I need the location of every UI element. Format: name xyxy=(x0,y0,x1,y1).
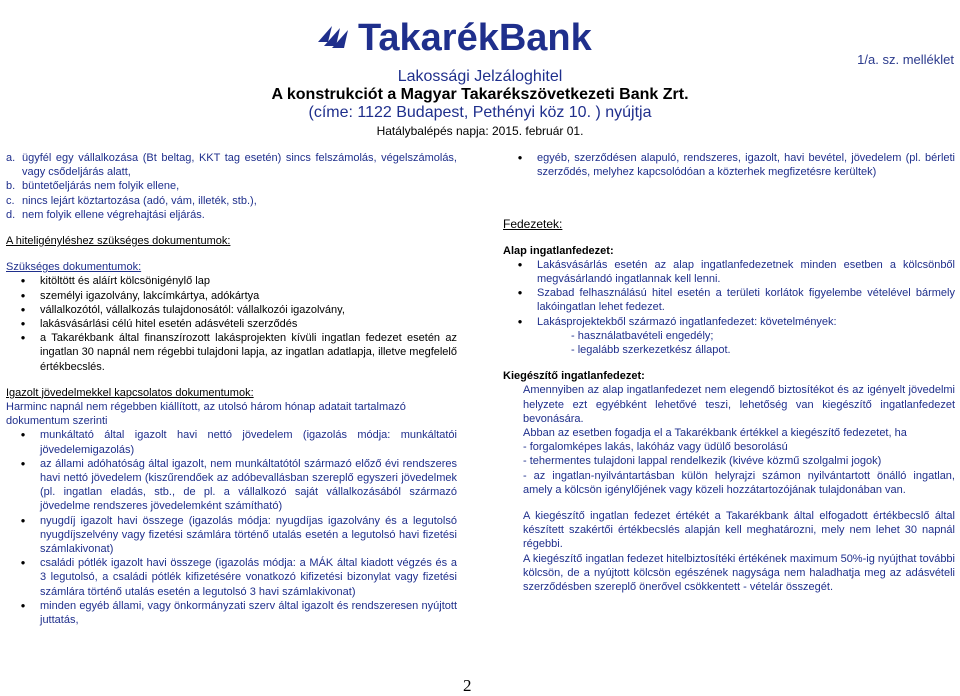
income-docs-list xyxy=(6,428,457,627)
list-item: ● kitöltött és aláírt kölcsönigénylő lap xyxy=(6,274,457,288)
list-item: ● Lakásvásárlás esetén az alap ingatlanfedezetnek minden esetben a kölcsönből megvásárlandó ingatlannak kell lenni. xyxy=(503,258,955,286)
list-item: ● egyéb, szerződésen alapuló, rendszeres, igazolt, havi bevétel, jövedelem (pl. bérleti szerződés, melyhez kapcsolódóan a közterhek megfizetésre kerültek) xyxy=(503,151,955,179)
condition-item: b. büntetőeljárás nem folyik ellene, xyxy=(6,180,180,193)
list-item: ● Lakásprojektekből származó ingatlanfedezet: követelmények: xyxy=(503,315,955,329)
bullet-icon: ● xyxy=(20,515,26,525)
docs-heading: A hiteligényléshez szükséges dokumentumok: xyxy=(6,235,231,248)
list-item: ● az állami adóhatóság által igazolt, nem munkáltatótól származó előző évi rendszeres havi nettó jövedelem (kiszűrendőek az adóbevallásban szereplő egyszeri jövedelmek (pl. ingatlan eladás, stb., de pl. a vállalkozó saját vállalkozásából származó jövedelme rendszeres jövedelemként számítható) xyxy=(6,457,457,514)
paragraph: A kiegészítő ingatlan fedezet hitelbiztosítéki értékének maximum 50%-ig nyújthat további kölcsön, de a nyújtott kölcsön egészének nagysága nem haladhatja meg az adásvételi szerződésben szereplő önerővel csökkentett - vételár összegét. xyxy=(523,552,955,594)
list-item: ● vállalkozótól, vállalkozás tulajdonosától: vállalkozói igazolvány, xyxy=(6,303,457,317)
right-column xyxy=(503,151,955,594)
list-item: ● személyi igazolvány, lakcímkártya, adókártya xyxy=(6,289,457,303)
required-docs-list xyxy=(6,274,457,373)
kieg-heading: Kiegészítő ingatlanfedezet: xyxy=(503,370,645,383)
list-item: ● nyugdíj igazolt havi összege (igazolás módja: nyugdíjas igazolvány és a legutolsó nyugdíjszelvény vagy fizetési számlára történő utalás esetén a legutolsó havi fizetési számlakivonat) xyxy=(6,514,457,557)
annex-label: 1/a. sz. melléklet xyxy=(857,52,954,67)
bullet-icon: ● xyxy=(20,319,26,329)
bullet-icon: ● xyxy=(20,333,26,343)
income-intro: Harminc napnál nem régebben kiállított, az utolsó három hónap adatait tartalmazó dokumentum szerinti xyxy=(6,401,406,428)
list-item: - tehermentes tulajdoni lappal rendelkezik (kivéve közmű szolgalmi jogok) xyxy=(523,455,882,468)
takarekbank-logo xyxy=(314,8,644,58)
bullet-icon: ● xyxy=(20,458,26,468)
logo-text: TakarékBank xyxy=(358,17,592,58)
kieg-body xyxy=(503,383,955,594)
bullet-icon: ● xyxy=(20,304,26,314)
fedezetek-heading: Fedezetek: xyxy=(503,217,563,232)
list-item: ● lakásvásárlási célú hitel esetén adásvételi szerződés xyxy=(6,317,457,331)
page-number: 2 xyxy=(463,676,472,695)
bullet-icon: ● xyxy=(517,153,523,162)
logo-graphic xyxy=(314,8,644,58)
list-item: ● a Takarékbank által finanszírozott lakásprojekten kívüli ingatlan fedezet esetén az ingatlan 30 napnál nem régebbi tulajdoni lapja, az ingatlan adatlapja, illetve megfelelő értékbecslés. xyxy=(6,331,457,374)
paragraph: Abban az esetben fogadja el a Takarékbank értékkel a kiegészítő fedezetet, ha xyxy=(523,427,907,440)
alap-heading: Alap ingatlanfedezet: xyxy=(503,244,614,257)
list-item: - használatbavételi engedély; xyxy=(571,329,714,342)
list-item: ● minden egyéb állami, vagy önkormányzati szerv által igazolt és rendszeresen nyújtott juttatás, xyxy=(6,599,457,627)
bullet-icon: ● xyxy=(20,290,26,300)
income-docs-heading: Igazolt jövedelmekkel kapcsolatos dokumentumok: xyxy=(6,386,254,399)
effective-date: Hatálybalépés napja: 2015. február 01. xyxy=(376,124,584,138)
product-title: Lakossági Jelzáloghitel xyxy=(397,68,563,85)
bullet-icon: ● xyxy=(20,600,26,610)
alap-sub-list xyxy=(503,329,955,357)
bullet-icon: ● xyxy=(20,276,26,286)
bullet-icon: ● xyxy=(20,430,26,440)
document-header xyxy=(0,68,960,140)
bullet-icon: ● xyxy=(20,558,26,568)
list-item: ● családi pótlék igazolt havi összege (igazolás módja: a MÁK által kiadott végzés és a 3 legutolsó, a családi pótlék kifizetésére vonatkozó kifizetési bizonylat vagy fizetési számlára történő utalás esetén a legutolsó 3 havi számlakivonat) xyxy=(6,556,457,599)
list-item: - forgalomképes lakás, lakóház vagy üdülő besorolású xyxy=(523,441,788,454)
conditions-list xyxy=(6,151,457,222)
bullet-icon: ● xyxy=(517,316,523,326)
left-column xyxy=(6,151,457,627)
list-item: ● Szabad felhasználású hitel esetén a területi korlátok figyelembe vételével bármely lakóingatlan lehet fedezet. xyxy=(503,286,955,314)
alap-list xyxy=(503,258,955,329)
paragraph: Amennyiben az alap ingatlanfedezet nem elegendő biztosítékot és az igényelt jövedelmi helyzete ezt egyébként lehetővé teszi, lehetőség van kiegészítő ingatlanfedezet bevonására. xyxy=(523,384,955,425)
condition-item: c. nincs lejárt köztartozása (adó, vám, illeték, stb.), xyxy=(6,194,257,207)
list-item: - legalább szerkezetkész állapot. xyxy=(571,344,731,357)
condition-item: d. nem folyik ellene végrehajtási eljárás. xyxy=(6,208,205,221)
address-line: (címe: 1122 Budapest, Pethényi köz 10. ) nyújtja xyxy=(308,104,652,121)
paragraph: A kiegészítő ingatlan fedezet értékét a Takarékbank által elfogadott értékbecslő által készített szakértői értékbecslés alapján kell meghatározni, mely nem lehet 30 napnál régebbi. xyxy=(523,510,955,551)
bullet-icon: ● xyxy=(517,259,523,269)
provider-line: A konstrukciót a Magyar Takarékszövetkezeti Bank Zrt. xyxy=(271,86,689,103)
list-item: ● munkáltató által igazolt havi nettó jövedelem (igazolás módja: munkáltatói jövedelemigazolás) xyxy=(6,428,457,456)
condition-item: a. ügyfél egy vállalkozása (Bt beltag, KKT tag esetén) sincs felszámolás, végelszámolás, vagy csődeljárás alatt, xyxy=(6,152,457,179)
list-item: - az ingatlan-nyilvántartásban külön helyrajzi számon nyilvántartott önálló ingatlan, amely a kölcsön igénylőjének vagy közeli hozzátartozójának tulajdonában van. xyxy=(523,469,955,496)
required-docs-heading: Szükséges dokumentumok: xyxy=(6,261,142,274)
bullet-icon: ● xyxy=(517,288,523,298)
